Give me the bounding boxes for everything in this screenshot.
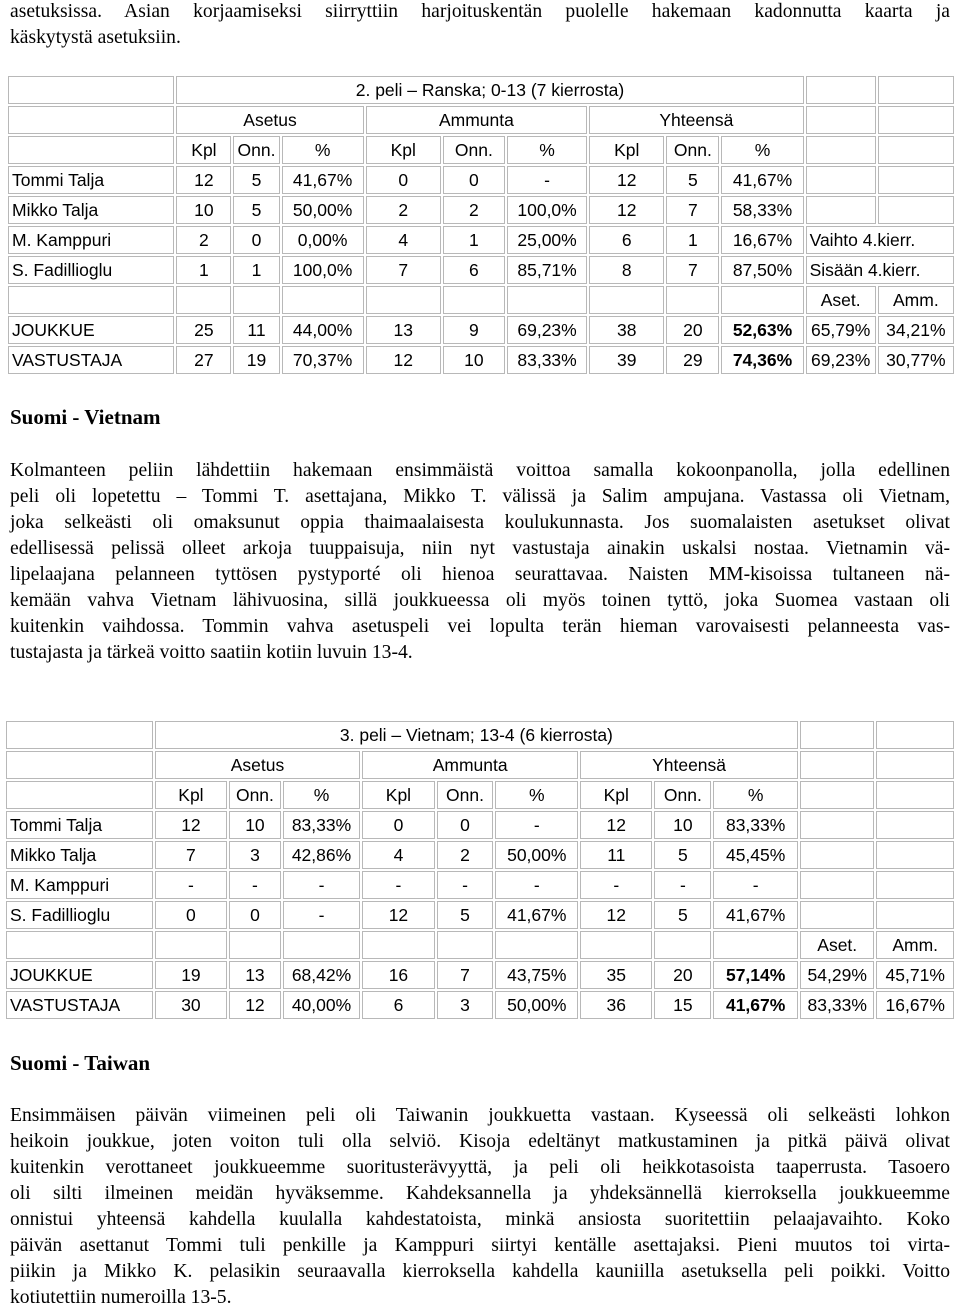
stat-cell: 12	[589, 166, 664, 194]
table-cell	[876, 871, 954, 899]
stat-cell: 6	[362, 991, 434, 1019]
intro-paragraph	[10, 0, 950, 51]
stat-cell: 19	[233, 346, 279, 374]
text-line: kotiutettiin numeroilla 13-5.	[10, 1287, 232, 1308]
stat-cell: 70,37%	[282, 346, 364, 374]
stat-cell: 7	[666, 196, 719, 224]
table-cell	[366, 286, 441, 314]
stat-cell: 69,23%	[806, 346, 876, 374]
table-title-row	[6, 721, 954, 749]
table-cell	[6, 721, 153, 749]
stat-cell: 12	[362, 901, 434, 929]
column-header: Kpl	[580, 781, 652, 809]
table-cell	[666, 286, 719, 314]
team-row	[8, 346, 954, 374]
table-cell	[806, 196, 876, 224]
player-name: M. Kamppuri	[8, 226, 174, 254]
table-cell	[283, 931, 361, 959]
text-line: kuitenkin vaihdossa. Tommin vahva asetuspeli vei lopulta terän hieman varovaisesti pelanneesta vas-	[10, 616, 950, 637]
stat-cell: 5	[666, 166, 719, 194]
stat-cell: -	[580, 871, 652, 899]
player-row	[6, 811, 954, 839]
table-cell	[495, 931, 578, 959]
stat-cell: 13	[366, 316, 441, 344]
column-header: Onn.	[654, 781, 711, 809]
stat-cell: 0	[155, 901, 227, 929]
column-header: Onn.	[233, 136, 279, 164]
table-cell	[800, 871, 874, 899]
stat-cell: 5	[437, 901, 494, 929]
stat-cell: 12	[580, 811, 652, 839]
stat-cell: 5	[233, 166, 279, 194]
table-title: 2. peli – Ranska; 0-13 (7 kierrosta)	[176, 76, 803, 104]
table-cell	[176, 286, 231, 314]
stat-cell: 83,33%	[713, 811, 798, 839]
stat-cell: 50,00%	[495, 841, 578, 869]
subheader-row	[8, 136, 954, 164]
stat-cell: 3	[437, 991, 494, 1019]
stat-cell: 7	[666, 256, 719, 284]
text-line: kemään vahva Vietnam lähivuosina, sillä joukkueessa oli myös toinen tyttö, joka Suomea vastaan oli	[10, 590, 950, 611]
stat-cell: 7	[155, 841, 227, 869]
stat-cell: -	[283, 871, 361, 899]
stat-cell: -	[229, 871, 281, 899]
table-cell	[6, 781, 153, 809]
stat-cell: 30,77%	[878, 346, 954, 374]
text-line: Kolmanteen peliin lähdettiin hakemaan ensimmäistä voittoa samalla kokoonpanolla, jolla edellinen	[10, 460, 950, 481]
stat-cell: 27	[176, 346, 231, 374]
stat-cell: 10	[229, 811, 281, 839]
stat-cell: -	[495, 811, 578, 839]
stat-cell: 25,00%	[507, 226, 587, 254]
stat-cell: -	[507, 166, 587, 194]
stat-cell: 10	[443, 346, 505, 374]
column-header: Kpl	[589, 136, 664, 164]
stat-cell: 45,45%	[713, 841, 798, 869]
stat-cell: 3	[229, 841, 281, 869]
table-cell	[876, 721, 954, 749]
table-cell	[233, 286, 279, 314]
stat-cell: 36	[580, 991, 652, 1019]
table-cell	[878, 136, 954, 164]
stat-cell: 74,36%	[721, 346, 803, 374]
group-header-row	[6, 751, 954, 779]
text-line: joka selkeästi oli omaksunut oppia thaimaalaisesta koulukunnasta. Jos suomalaisten asetukset olivat	[10, 512, 950, 533]
stat-cell: 1	[443, 226, 505, 254]
stat-cell: 41,67%	[713, 901, 798, 929]
team-row	[8, 316, 954, 344]
stat-cell: 25	[176, 316, 231, 344]
column-header: Kpl	[366, 136, 441, 164]
extra-header-row	[8, 286, 954, 314]
text-line: piikin ja Mikko K. pelasikin seuraavalla kierroksella kahdella kauniilla asetuksella peli poikki. Voitto	[10, 1261, 950, 1282]
player-name: M. Kamppuri	[6, 871, 153, 899]
group-header: Asetus	[155, 751, 361, 779]
stat-cell: 50,00%	[495, 991, 578, 1019]
stat-cell: 57,14%	[713, 961, 798, 989]
stat-cell: 34,21%	[878, 316, 954, 344]
stat-cell: 1	[233, 256, 279, 284]
stat-cell: 54,29%	[800, 961, 874, 989]
stat-cell: 6	[443, 256, 505, 284]
stat-cell: 13	[229, 961, 281, 989]
table-cell	[800, 721, 874, 749]
stat-cell: 5	[233, 196, 279, 224]
column-header: %	[282, 136, 364, 164]
table-cell	[876, 751, 954, 779]
text-line: päivän asettanut Tommi tuli penkille ja Kamppuri siirtyi kentälle asettajaksi. Pieni muutos toi virta-	[10, 1235, 950, 1256]
table-cell	[800, 781, 874, 809]
stat-cell: 83,33%	[283, 811, 361, 839]
column-header: %	[713, 781, 798, 809]
substitution-note: Sisään 4.kierr.	[806, 256, 954, 284]
group-header: Ammunta	[366, 106, 587, 134]
table-cell	[800, 841, 874, 869]
team-row	[6, 961, 954, 989]
table-cell	[876, 781, 954, 809]
stat-cell: 44,00%	[282, 316, 364, 344]
table-cell	[806, 76, 876, 104]
stat-cell: 52,63%	[721, 316, 803, 344]
stat-cell: 0	[233, 226, 279, 254]
table-cell	[806, 106, 876, 134]
table-cell	[800, 751, 874, 779]
stat-cell: 40,00%	[283, 991, 361, 1019]
table-cell	[443, 286, 505, 314]
stat-cell: 0	[229, 901, 281, 929]
table-cell	[654, 931, 711, 959]
stat-cell: 30	[155, 991, 227, 1019]
stat-cell: 10	[654, 811, 711, 839]
stat-cell: 5	[654, 841, 711, 869]
table-cell	[876, 811, 954, 839]
stat-cell: 0	[437, 811, 494, 839]
table-cell	[806, 166, 876, 194]
stat-cell: 2	[443, 196, 505, 224]
team-name: JOUKKUE	[8, 316, 174, 344]
stat-cell: 4	[362, 841, 434, 869]
stat-cell: 12	[589, 196, 664, 224]
stat-cell: 16	[362, 961, 434, 989]
group-header: Yhteensä	[580, 751, 798, 779]
player-row	[6, 841, 954, 869]
stat-cell: -	[362, 871, 434, 899]
stat-cell: 35	[580, 961, 652, 989]
column-header: Kpl	[155, 781, 227, 809]
stat-cell: 41,67%	[282, 166, 364, 194]
stat-cell: 39	[589, 346, 664, 374]
player-row	[8, 166, 954, 194]
subheader-row	[6, 781, 954, 809]
table-cell	[806, 136, 876, 164]
table-cell	[878, 106, 954, 134]
table-cell	[282, 286, 364, 314]
table-cell	[878, 196, 954, 224]
game2-stats-table	[6, 74, 956, 376]
column-header: Aset.	[806, 286, 876, 314]
stat-cell: 20	[654, 961, 711, 989]
section-heading: Suomi - Taiwan	[10, 1051, 151, 1075]
stat-cell: 43,75%	[495, 961, 578, 989]
group-header: Yhteensä	[589, 106, 803, 134]
table-cell	[721, 286, 803, 314]
extra-header-row	[6, 931, 954, 959]
stat-cell: 85,71%	[507, 256, 587, 284]
table-cell	[800, 811, 874, 839]
stat-cell: 12	[366, 346, 441, 374]
stat-cell: 41,67%	[713, 991, 798, 1019]
stat-cell: 6	[589, 226, 664, 254]
stat-cell: 1	[666, 226, 719, 254]
column-header: %	[283, 781, 361, 809]
table-cell	[8, 286, 174, 314]
table-cell	[362, 931, 434, 959]
player-name: Mikko Talja	[6, 841, 153, 869]
text-line: onnistui yhteensä kahdella kuulalla kahdestatoista, minkä ansiosta suoritettiin pelaajavaihto. Koko	[10, 1209, 950, 1230]
column-header: Aset.	[800, 931, 874, 959]
stat-cell: 83,33%	[507, 346, 587, 374]
section-heading: Suomi - Vietnam	[10, 405, 161, 429]
player-name: S. Fadillioglu	[8, 256, 174, 284]
stat-cell: 69,23%	[507, 316, 587, 344]
table-cell	[878, 166, 954, 194]
stat-cell: 0,00%	[282, 226, 364, 254]
table-cell	[6, 751, 153, 779]
text-line: kuitenkin verottaneet joukkueemme suoritusterävyyttä, ja peli oli heikkotasoista taaperrusta. Tasoero	[10, 1157, 950, 1178]
column-header: %	[507, 136, 587, 164]
column-header: Onn.	[443, 136, 505, 164]
stat-cell: 87,50%	[721, 256, 803, 284]
table-cell	[6, 931, 153, 959]
stat-cell: 2	[366, 196, 441, 224]
column-header: Onn.	[666, 136, 719, 164]
stat-cell: 12	[229, 991, 281, 1019]
player-name: S. Fadillioglu	[6, 901, 153, 929]
vietnam-paragraph	[10, 458, 950, 666]
stat-cell: 7	[366, 256, 441, 284]
stat-cell: 2	[437, 841, 494, 869]
team-name: VASTUSTAJA	[6, 991, 153, 1019]
player-row	[6, 901, 954, 929]
stat-cell: -	[654, 871, 711, 899]
column-header: Onn.	[437, 781, 494, 809]
substitution-note: Vaihto 4.kierr.	[806, 226, 954, 254]
stat-cell: 68,42%	[283, 961, 361, 989]
table-title: 3. peli – Vietnam; 13-4 (6 kierrosta)	[155, 721, 798, 749]
team-row	[6, 991, 954, 1019]
player-name: Tommi Talja	[6, 811, 153, 839]
column-header: Onn.	[229, 781, 281, 809]
text-line: oli silti ilmeinen meidän hyväksemme. Kahdeksannella ja yhdeksännellä kierroksella joukkueemme	[10, 1183, 950, 1204]
player-row	[8, 226, 954, 254]
stat-cell: 20	[666, 316, 719, 344]
game3-stats-table	[4, 719, 956, 1021]
stat-cell: 9	[443, 316, 505, 344]
stat-cell: 12	[580, 901, 652, 929]
stat-cell: -	[155, 871, 227, 899]
stat-cell: 4	[366, 226, 441, 254]
table-cell	[589, 286, 664, 314]
stat-cell: 100,0%	[282, 256, 364, 284]
column-header: %	[721, 136, 803, 164]
stat-cell: 11	[580, 841, 652, 869]
stat-cell: 50,00%	[282, 196, 364, 224]
table-cell	[507, 286, 587, 314]
stat-cell: 0	[366, 166, 441, 194]
stat-cell: 11	[233, 316, 279, 344]
table-cell	[876, 841, 954, 869]
team-name: JOUKKUE	[6, 961, 153, 989]
player-row	[8, 196, 954, 224]
stat-cell: 42,86%	[283, 841, 361, 869]
stat-cell: 45,71%	[876, 961, 954, 989]
stat-cell: 12	[155, 811, 227, 839]
player-name: Mikko Talja	[8, 196, 174, 224]
stat-cell: 0	[443, 166, 505, 194]
stat-cell: 7	[437, 961, 494, 989]
stat-cell: 5	[654, 901, 711, 929]
player-row	[8, 256, 954, 284]
stat-cell: 58,33%	[721, 196, 803, 224]
stat-cell: 19	[155, 961, 227, 989]
stat-cell: 38	[589, 316, 664, 344]
text-line: Ensimmäisen päivän viimeinen peli oli Taiwanin joukkuetta vastaan. Kyseessä oli selkeästi lohkon	[10, 1105, 950, 1126]
stat-cell: 16,67%	[721, 226, 803, 254]
table-cell	[229, 931, 281, 959]
stat-cell: 8	[589, 256, 664, 284]
table-title-row	[8, 76, 954, 104]
player-row	[6, 871, 954, 899]
column-header: Kpl	[176, 136, 231, 164]
group-header-row	[8, 106, 954, 134]
text-line: edellisessä pelissä olleet arkoja tuuppaisuja, niin nyt vastustaja ainakin uskalsi nostaa. Vietnamin vä-	[10, 538, 950, 559]
stat-cell: 2	[176, 226, 231, 254]
text-line: käskytystä asetuksiin.	[10, 27, 181, 48]
text-line: asetuksissa. Asian korjaamiseksi siirryttiin harjoituskentän puolelle hakemaan kadonnutta kaarta ja	[10, 1, 950, 22]
text-line: peli oli lopetettu – Tommi T. asettajana, Mikko T. välissä ja Salim ampujana. Vastassa oli Vietnam,	[10, 486, 950, 507]
player-name: Tommi Talja	[8, 166, 174, 194]
column-header: Amm.	[878, 286, 954, 314]
column-header: Kpl	[362, 781, 434, 809]
table-cell	[155, 931, 227, 959]
table-cell	[8, 136, 174, 164]
stat-cell: -	[495, 871, 578, 899]
stat-cell: 0	[362, 811, 434, 839]
table-cell	[8, 76, 174, 104]
stat-cell: 1	[176, 256, 231, 284]
table-cell	[878, 76, 954, 104]
taiwan-paragraph	[10, 1103, 950, 1311]
stat-cell: 29	[666, 346, 719, 374]
stat-cell: 10	[176, 196, 231, 224]
stat-cell: -	[437, 871, 494, 899]
table-cell	[800, 901, 874, 929]
stat-cell: 100,0%	[507, 196, 587, 224]
stat-cell: 65,79%	[806, 316, 876, 344]
stat-cell: 41,67%	[495, 901, 578, 929]
stat-cell: 12	[176, 166, 231, 194]
stat-cell: 16,67%	[876, 991, 954, 1019]
table-cell	[876, 901, 954, 929]
text-line: heikoin joukkue, joten voiton tuli olla selviö. Kisoja edeltänyt matkustaminen ja pitkä päivä olivat	[10, 1131, 950, 1152]
stat-cell: 15	[654, 991, 711, 1019]
stat-cell: 41,67%	[721, 166, 803, 194]
table-cell	[8, 106, 174, 134]
table-cell	[580, 931, 652, 959]
team-name: VASTUSTAJA	[8, 346, 174, 374]
stat-cell: -	[713, 871, 798, 899]
column-header: Amm.	[876, 931, 954, 959]
group-header: Ammunta	[362, 751, 578, 779]
stat-cell: 83,33%	[800, 991, 874, 1019]
text-line: tustajasta ja tärkeä voitto saatiin kotiin luvuin 13-4.	[10, 642, 413, 663]
group-header: Asetus	[176, 106, 363, 134]
column-header: %	[495, 781, 578, 809]
table-cell	[713, 931, 798, 959]
table-cell	[437, 931, 494, 959]
text-line: lipelaajana pelanneen tyttösen pystyporté oli hienoa seurattavaa. Naisten MM-kisoissa tultaneen nä-	[10, 564, 950, 585]
stat-cell: -	[283, 901, 361, 929]
